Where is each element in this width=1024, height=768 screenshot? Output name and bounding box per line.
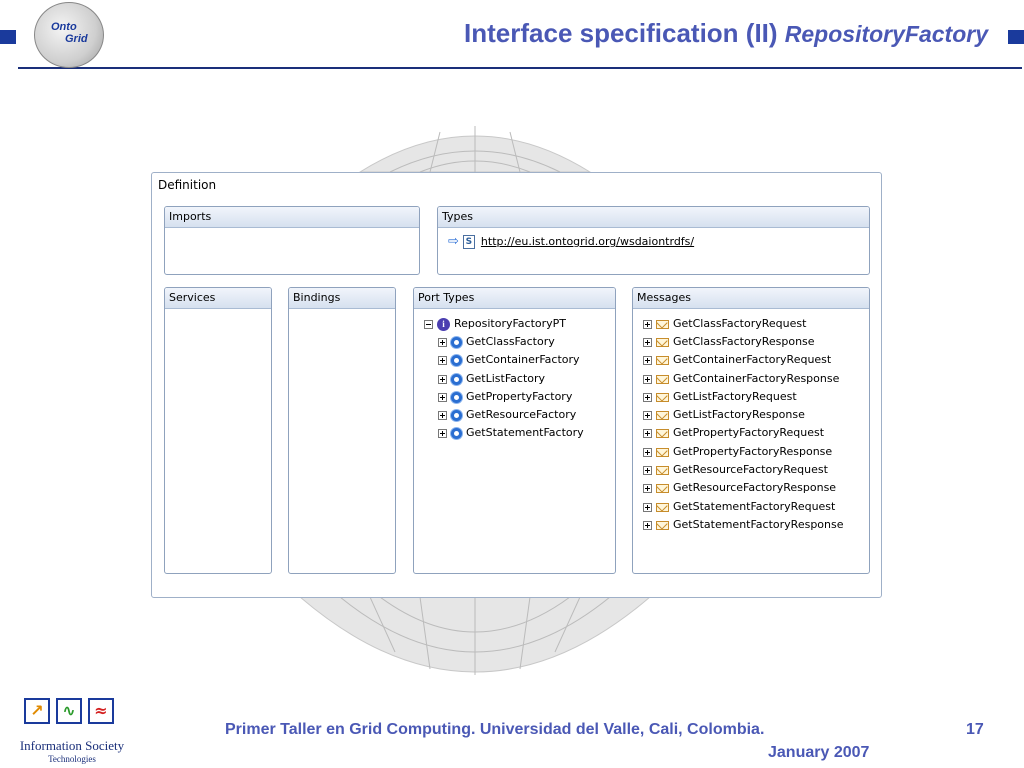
message-item[interactable] (643, 516, 844, 534)
expand-icon[interactable] (438, 393, 447, 402)
ist-approx-icon: ≈ (88, 698, 114, 724)
message-label: GetClassFactoryRequest (673, 317, 807, 330)
operation-item[interactable] (438, 351, 580, 369)
message-label: GetStatementFactoryRequest (673, 500, 836, 513)
expand-icon[interactable] (643, 375, 652, 384)
message-item[interactable] (643, 461, 828, 479)
header-divider (18, 67, 1022, 69)
operation-gear-icon (451, 374, 462, 385)
ist-text-line1: Information Society (19, 738, 125, 753)
operation-label: GetResourceFactory (466, 408, 577, 421)
types-pane[interactable] (437, 206, 870, 275)
message-label: GetResourceFactoryResponse (673, 481, 837, 494)
types-item[interactable] (448, 233, 694, 251)
message-item[interactable] (643, 498, 835, 516)
message-label: GetListFactoryResponse (673, 408, 805, 421)
message-label: GetContainerFactoryResponse (673, 372, 840, 385)
port-type-root-label: RepositoryFactoryPT (454, 317, 567, 330)
expand-icon[interactable] (438, 411, 447, 420)
operation-label: GetStatementFactory (466, 426, 584, 439)
envelope-icon (656, 429, 669, 438)
collapse-icon[interactable] (424, 320, 433, 329)
message-item[interactable] (643, 406, 805, 424)
message-label: GetResourceFactoryRequest (673, 463, 828, 476)
operation-label: GetPropertyFactory (466, 390, 573, 403)
ist-logo (6, 698, 136, 764)
operation-item[interactable] (438, 406, 576, 424)
message-item[interactable] (643, 315, 806, 333)
message-item[interactable] (643, 443, 832, 461)
bindings-pane[interactable] (288, 287, 396, 574)
operation-label: GetClassFactory (466, 335, 555, 348)
interface-icon: i (437, 318, 450, 331)
expand-icon[interactable] (643, 338, 652, 347)
ist-arrow-icon: ↗ (24, 698, 50, 724)
expand-icon[interactable] (643, 411, 652, 420)
expand-icon[interactable] (643, 393, 652, 402)
envelope-icon (656, 466, 669, 475)
definition-title: Definition (158, 178, 217, 192)
message-item[interactable] (643, 424, 824, 442)
envelope-icon (656, 320, 669, 329)
operation-label: GetListFactory (466, 372, 546, 385)
message-label: GetStatementFactoryResponse (673, 518, 844, 531)
expand-icon[interactable] (643, 466, 652, 475)
schema-icon: S (463, 235, 475, 249)
expand-icon[interactable] (643, 448, 652, 457)
expand-icon[interactable] (643, 429, 652, 438)
ontogrid-logo (34, 2, 104, 68)
envelope-icon (656, 448, 669, 457)
slide-title-sub: RepositoryFactory (784, 21, 988, 47)
footer-caption-line1: Primer Taller en Grid Computing. Universidad del Valle, Cali, Colombia. (225, 721, 765, 738)
port-types-pane[interactable] (413, 287, 616, 574)
operation-gear-icon (451, 428, 462, 439)
message-item[interactable] (643, 333, 815, 351)
header-right-square (1008, 30, 1024, 44)
footer-caption-line2: January 2007 (768, 744, 870, 761)
definition-panel (151, 172, 882, 598)
envelope-icon (656, 484, 669, 493)
operation-label: GetContainerFactory (466, 353, 580, 366)
operation-item[interactable] (438, 333, 555, 351)
port-types-header: Port Types (414, 288, 615, 309)
services-header: Services (165, 288, 271, 309)
header-left-square (0, 30, 16, 44)
envelope-icon (656, 393, 669, 402)
ist-wave-icon: ∿ (56, 698, 82, 724)
expand-icon[interactable] (643, 356, 652, 365)
message-label: GetPropertyFactoryRequest (673, 426, 825, 439)
expand-icon[interactable] (438, 375, 447, 384)
types-header: Types (438, 207, 869, 228)
imports-pane[interactable] (164, 206, 420, 275)
imports-header: Imports (165, 207, 419, 228)
envelope-icon (656, 411, 669, 420)
message-item[interactable] (643, 370, 839, 388)
expand-icon[interactable] (643, 503, 652, 512)
operation-item[interactable] (438, 370, 545, 388)
operation-item[interactable] (438, 388, 572, 406)
messages-header: Messages (633, 288, 869, 309)
operation-gear-icon (451, 410, 462, 421)
message-label: GetListFactoryRequest (673, 390, 797, 403)
envelope-icon (656, 356, 669, 365)
types-link[interactable]: http://eu.ist.ontogrid.org/wsdaiontrdfs/ (480, 235, 695, 248)
message-item[interactable] (643, 351, 831, 369)
globe-decoration-top (300, 120, 650, 172)
services-pane[interactable] (164, 287, 272, 574)
messages-pane[interactable] (632, 287, 870, 574)
operation-gear-icon (451, 337, 462, 348)
expand-icon[interactable] (438, 338, 447, 347)
message-label: GetPropertyFactoryResponse (673, 445, 833, 458)
logo-text-onto: Onto (51, 21, 77, 33)
ist-text-line2: Technologies (48, 754, 96, 764)
envelope-icon (656, 375, 669, 384)
operation-item[interactable] (438, 424, 584, 442)
operation-gear-icon (451, 355, 462, 366)
expand-icon[interactable] (438, 429, 447, 438)
arrow-right-icon: ⇨ (448, 234, 459, 249)
envelope-icon (656, 503, 669, 512)
slide-title (464, 18, 988, 49)
port-type-root[interactable] (424, 315, 566, 333)
logo-text-grid: Grid (65, 33, 88, 45)
expand-icon[interactable] (643, 521, 652, 530)
bindings-header: Bindings (289, 288, 395, 309)
message-item[interactable] (643, 388, 797, 406)
message-label: GetClassFactoryResponse (673, 335, 815, 348)
slide-title-main: Interface specification (II) (464, 18, 785, 48)
globe-decoration-bottom (300, 597, 650, 687)
envelope-icon (656, 338, 669, 347)
envelope-icon (656, 521, 669, 530)
message-label: GetContainerFactoryRequest (673, 353, 832, 366)
operation-gear-icon (451, 392, 462, 403)
message-item[interactable] (643, 479, 836, 497)
expand-icon[interactable] (643, 484, 652, 493)
expand-icon[interactable] (438, 356, 447, 365)
page-number: 17 (966, 721, 984, 738)
expand-icon[interactable] (643, 320, 652, 329)
